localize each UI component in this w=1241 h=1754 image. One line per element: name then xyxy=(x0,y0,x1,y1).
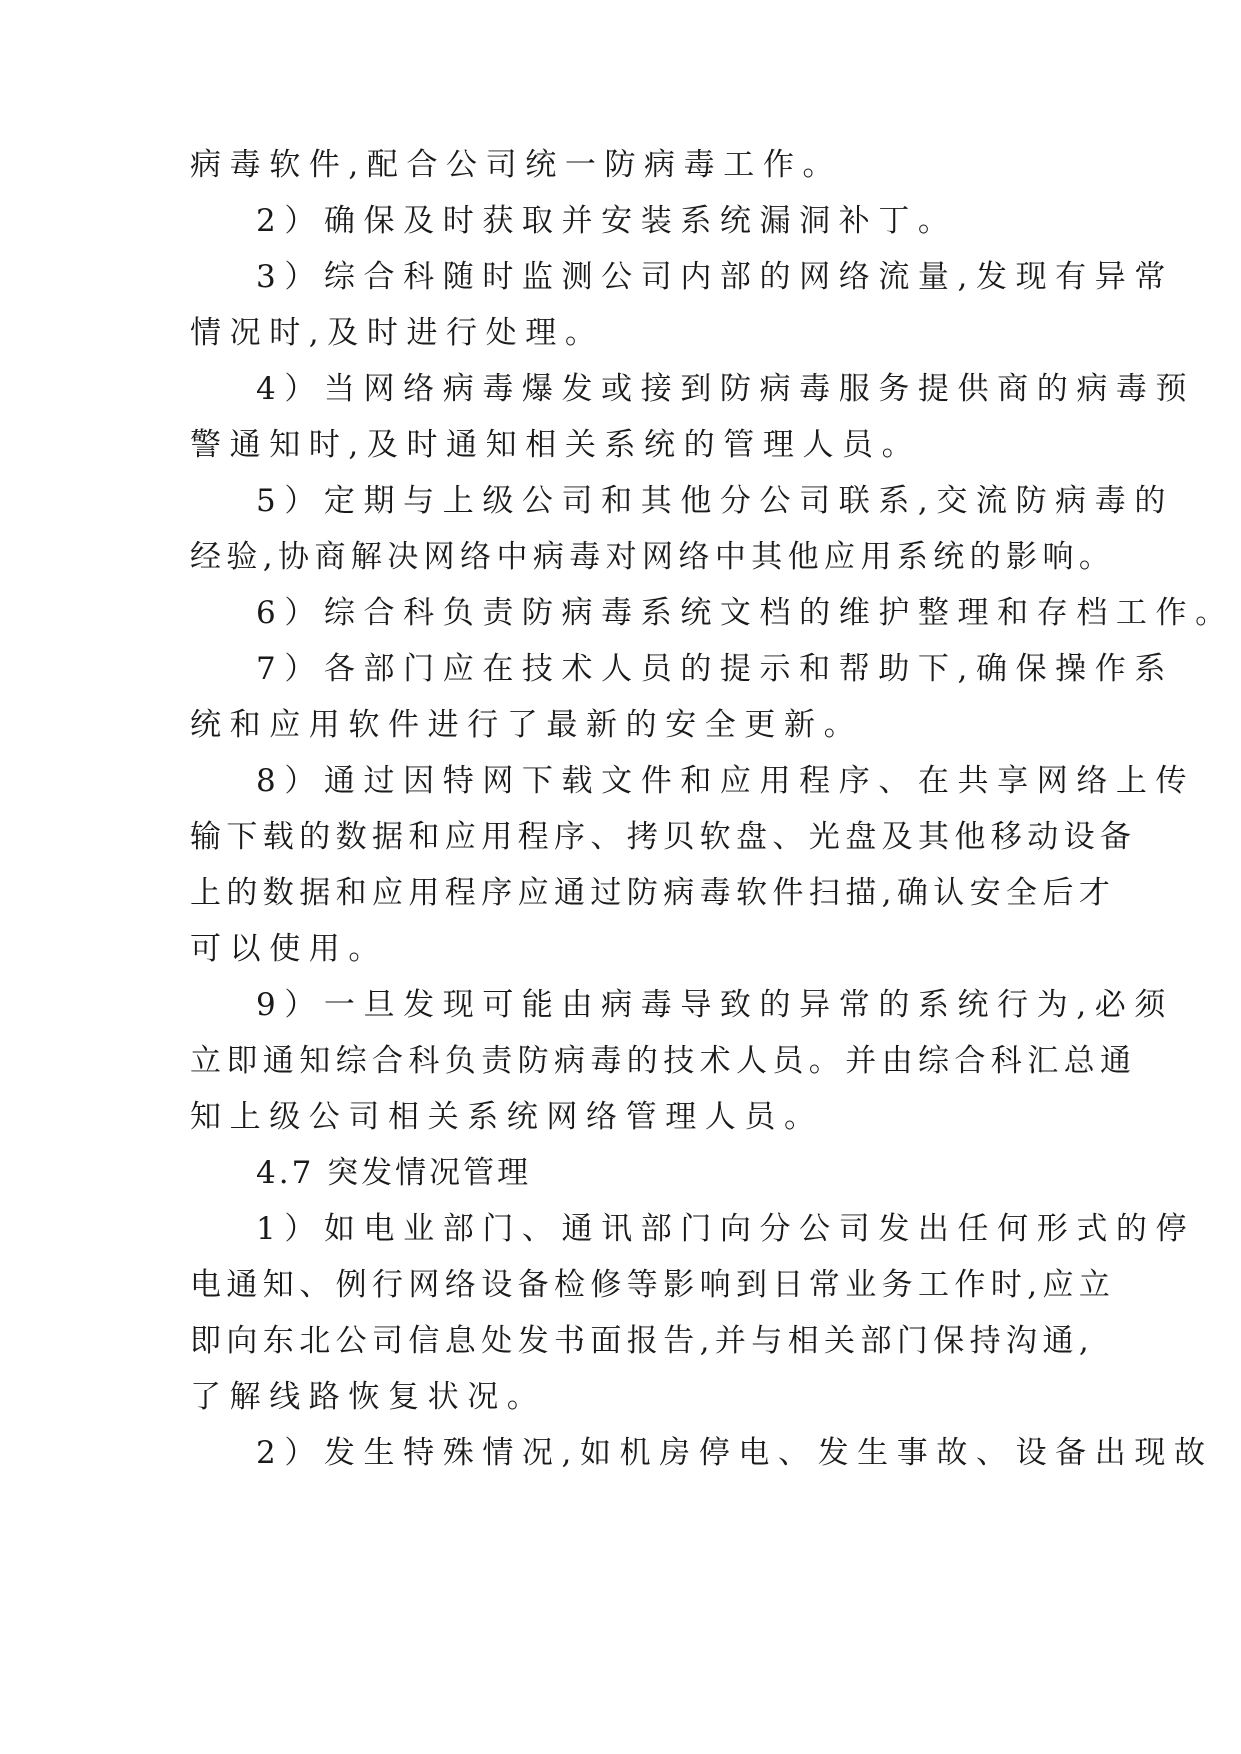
list-item-5: 5）定期与上级公司和其他分公司联系,交流防病毒的 xyxy=(256,483,1174,519)
text-line: 输下载的数据和应用程序、拷贝软盘、光盘及其他移动设备 xyxy=(190,819,1137,855)
text-line: 警通知时,及时通知相关系统的管理人员。 xyxy=(190,427,922,463)
text-line: 可以使用。 xyxy=(190,931,388,967)
list-item-3: 3）综合科随时监测公司内部的网络流量,发现有异常 xyxy=(256,259,1174,295)
text-line: 统和应用软件进行了最新的安全更新。 xyxy=(190,707,864,743)
text-line: 即向东北公司信息处发书面报告,并与相关部门保持沟通, xyxy=(190,1323,1095,1359)
text-line: 经验,协商解决网络中病毒对网络中其他应用系统的影响。 xyxy=(190,539,1116,575)
list-item-1: 1）如电业部门、通讯部门向分公司发出任何形式的停 xyxy=(256,1211,1196,1247)
list-item-9: 9）一旦发现可能由病毒导致的异常的系统行为,必须 xyxy=(256,987,1174,1023)
text-line: 了解线路恢复状况。 xyxy=(190,1379,547,1415)
text-line: 电通知、例行网络设备检修等影响到日常业务工作时,应立 xyxy=(190,1267,1116,1303)
text-line: 病毒软件,配合公司统一防病毒工作。 xyxy=(190,147,843,183)
list-item-2b: 2）发生特殊情况,如机房停电、发生事故、设备出现故 xyxy=(256,1435,1214,1471)
list-item-7: 7）各部门应在技术人员的提示和帮助下,确保操作系 xyxy=(256,651,1174,687)
text-line: 知上级公司相关系统网络管理人员。 xyxy=(190,1099,824,1135)
text-line: 情况时,及时进行处理。 xyxy=(190,315,605,351)
list-item-8: 8）通过因特网下载文件和应用程序、在共享网络上传 xyxy=(256,763,1196,799)
text-line: 上的数据和应用程序应通过防病毒软件扫描,确认安全后才 xyxy=(190,875,1116,911)
list-item-6: 6）综合科负责防病毒系统文档的维护整理和存档工作。 xyxy=(256,595,1235,631)
text-line: 立即通知综合科负责防病毒的技术人员。并由综合科汇总通 xyxy=(190,1043,1137,1079)
list-item-2: 2）确保及时获取并安装系统漏洞补丁。 xyxy=(256,203,958,239)
list-item-4: 4）当网络病毒爆发或接到防病毒服务提供商的病毒预 xyxy=(256,371,1196,407)
section-heading: 4.7 突发情况管理 xyxy=(256,1155,532,1191)
